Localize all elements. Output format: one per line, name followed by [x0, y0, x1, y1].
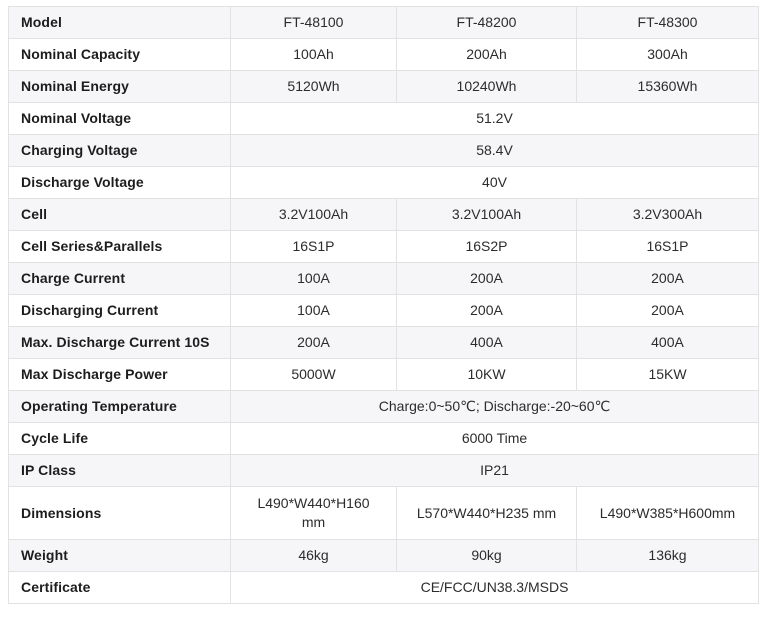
spec-row-max-discharge-current-10s — [9, 327, 759, 359]
row-value: 3.2V300Ah — [577, 199, 759, 231]
row-value-merged: 40V — [231, 167, 759, 199]
row-label-discharging-current: Discharging Current — [9, 295, 231, 327]
row-label-max-discharge-current-10s: Max. Discharge Current 10S — [9, 327, 231, 359]
spec-row-charge-current — [9, 263, 759, 295]
row-label-dimensions: Dimensions — [9, 487, 231, 540]
row-value: 46kg — [231, 540, 397, 572]
row-value: L570*W440*H235 mm — [397, 487, 577, 540]
row-value-merged: Charge:0~50℃; Discharge:-20~60℃ — [231, 391, 759, 423]
spec-row-discharging-current — [9, 295, 759, 327]
spec-row-dimensions — [9, 487, 759, 540]
row-value: 16S2P — [397, 231, 577, 263]
spec-row-nominal-energy — [9, 71, 759, 103]
row-value: 3.2V100Ah — [231, 199, 397, 231]
row-value: 5000W — [231, 359, 397, 391]
battery-spec-table — [8, 6, 759, 604]
spec-row-discharge-voltage — [9, 167, 759, 199]
row-value: 400A — [577, 327, 759, 359]
row-value: 100A — [231, 295, 397, 327]
spec-row-cell — [9, 199, 759, 231]
row-value: 15KW — [577, 359, 759, 391]
spec-row-certificate — [9, 572, 759, 604]
spec-row-cycle-life — [9, 423, 759, 455]
row-label-nominal-voltage: Nominal Voltage — [9, 103, 231, 135]
row-value: 16S1P — [577, 231, 759, 263]
row-value: 200A — [397, 263, 577, 295]
row-value-merged: IP21 — [231, 455, 759, 487]
row-value: L490*W385*H600mm — [577, 487, 759, 540]
row-value: 200A — [397, 295, 577, 327]
row-value: 200Ah — [397, 39, 577, 71]
dimensions-value-wrapped: L490*W440*H160 mm — [257, 495, 370, 530]
row-label-model: Model — [9, 7, 231, 39]
row-value: 200A — [577, 263, 759, 295]
row-value — [231, 487, 397, 540]
row-label-cell: Cell — [9, 199, 231, 231]
row-label-charging-voltage: Charging Voltage — [9, 135, 231, 167]
row-label-nominal-capacity: Nominal Capacity — [9, 39, 231, 71]
row-value: 100A — [231, 263, 397, 295]
row-value: 200A — [231, 327, 397, 359]
row-value: 136kg — [577, 540, 759, 572]
row-value: 90kg — [397, 540, 577, 572]
row-label-certificate: Certificate — [9, 572, 231, 604]
row-value: FT-48100 — [231, 7, 397, 39]
row-value: 3.2V100Ah — [397, 199, 577, 231]
row-value: 15360Wh — [577, 71, 759, 103]
row-value: FT-48200 — [397, 7, 577, 39]
spec-row-charging-voltage — [9, 135, 759, 167]
row-label-nominal-energy: Nominal Energy — [9, 71, 231, 103]
row-label-charge-current: Charge Current — [9, 263, 231, 295]
row-value: 10240Wh — [397, 71, 577, 103]
spec-row-nominal-capacity — [9, 39, 759, 71]
spec-row-model — [9, 7, 759, 39]
row-value-merged: 6000 Time — [231, 423, 759, 455]
row-label-operating-temperature: Operating Temperature — [9, 391, 231, 423]
spec-row-weight — [9, 540, 759, 572]
row-value: FT-48300 — [577, 7, 759, 39]
row-value-merged: CE/FCC/UN38.3/MSDS — [231, 572, 759, 604]
row-value: 300Ah — [577, 39, 759, 71]
spec-row-nominal-voltage — [9, 103, 759, 135]
row-label-discharge-voltage: Discharge Voltage — [9, 167, 231, 199]
row-value: 16S1P — [231, 231, 397, 263]
row-label-max-discharge-power: Max Discharge Power — [9, 359, 231, 391]
row-value: 5120Wh — [231, 71, 397, 103]
row-label-weight: Weight — [9, 540, 231, 572]
row-value: 200A — [577, 295, 759, 327]
row-value: 10KW — [397, 359, 577, 391]
row-value: 100Ah — [231, 39, 397, 71]
row-label-ip-class: IP Class — [9, 455, 231, 487]
row-value-merged: 58.4V — [231, 135, 759, 167]
spec-row-ip-class — [9, 455, 759, 487]
spec-row-operating-temperature — [9, 391, 759, 423]
row-value: 400A — [397, 327, 577, 359]
row-label-cycle-life: Cycle Life — [9, 423, 231, 455]
row-value-merged: 51.2V — [231, 103, 759, 135]
spec-row-max-discharge-power — [9, 359, 759, 391]
spec-row-cell-series-parallels — [9, 231, 759, 263]
row-label-cell-series-parallels: Cell Series&Parallels — [9, 231, 231, 263]
